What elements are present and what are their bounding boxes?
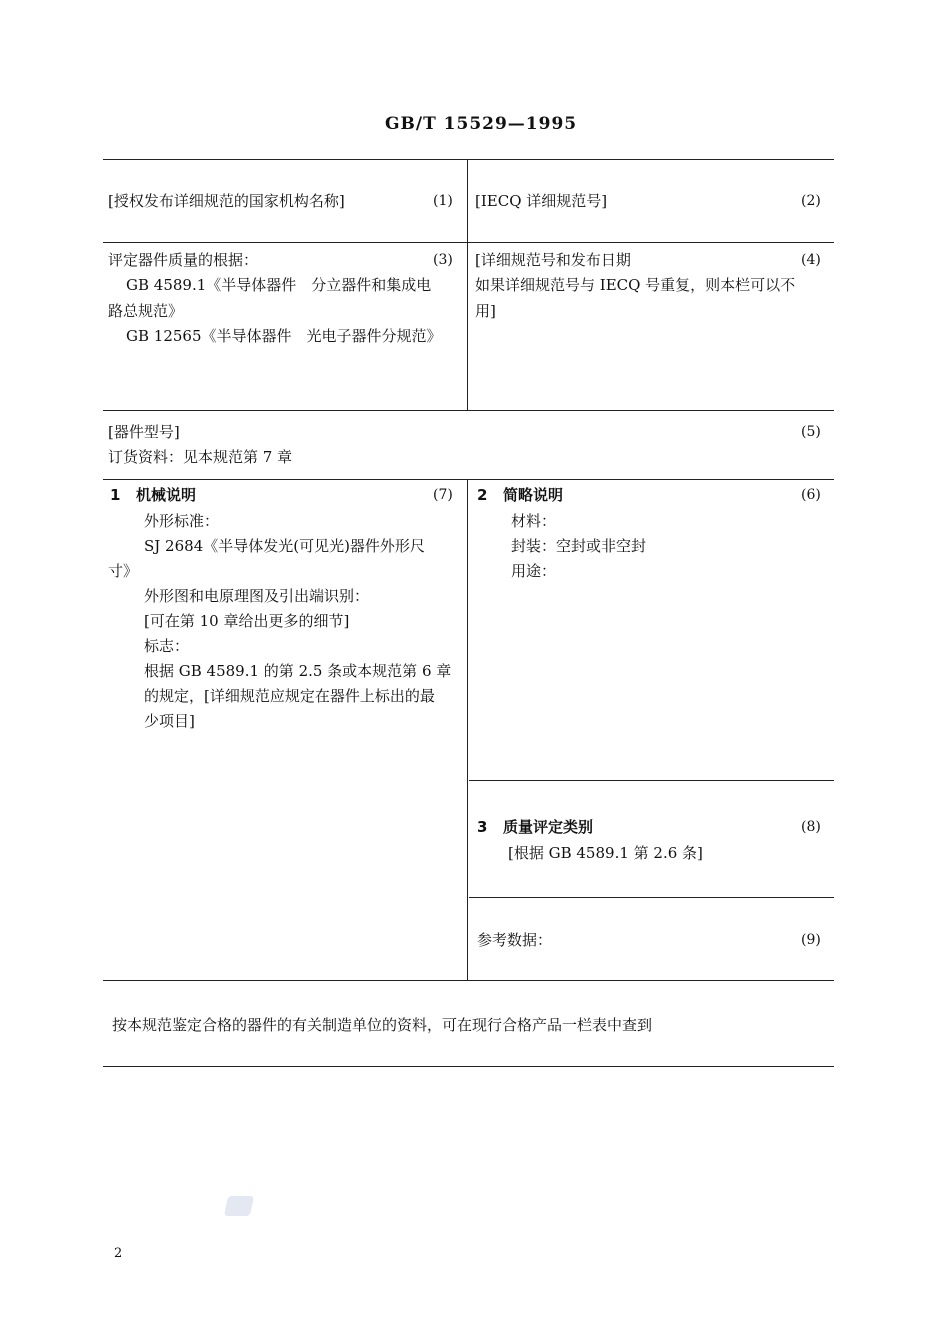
quality-num: (8)	[801, 819, 821, 835]
table-top-rule	[103, 159, 834, 160]
mechanical-index: 1	[110, 486, 121, 504]
footer-note: 按本规范鉴定合格的器件的有关制造单位的资料，可在现行合格产品一栏表中查到	[112, 1016, 653, 1034]
quality-title: 质量评定类别	[503, 818, 594, 836]
right-divider-1	[469, 780, 834, 781]
brief-line: 用途：	[511, 562, 557, 580]
authority-num: (1)	[433, 193, 453, 209]
basis-line2: 路总规范》	[108, 302, 184, 320]
device-type-num: (5)	[801, 424, 821, 440]
mechanical-line: [可在第 10 章给出更多的细节]	[144, 612, 350, 630]
spec-date-line2: 用]	[475, 302, 496, 320]
column-divider-top	[467, 159, 468, 410]
table-bottom-rule	[103, 980, 834, 981]
mechanical-line: 少项目]	[144, 712, 195, 730]
spec-date-line1: 如果详细规范号与 IECQ 号重复，则本栏可以不	[475, 276, 796, 294]
device-type-title: [器件型号]	[108, 423, 180, 441]
reference-title: 参考数据：	[477, 931, 553, 949]
authority-text: [授权发布详细规范的国家机构名称]	[108, 192, 345, 210]
row-divider-3	[103, 479, 834, 480]
order-info: 订货资料：见本规范第 7 章	[108, 448, 293, 466]
row-divider-2	[103, 410, 834, 411]
brief-title: 简略说明	[503, 486, 564, 504]
basis-line1: GB 4589.1《半导体器件 分立器件和集成电	[126, 276, 432, 294]
spec-date-title: [详细规范号和发布日期	[475, 251, 631, 269]
mechanical-line: SJ 2684《半导体发光(可见光)器件外形尺	[144, 537, 425, 555]
iecq-num: (2)	[801, 193, 821, 209]
row-divider-1	[103, 242, 834, 243]
quality-line1: [根据 GB 4589.1 第 2.6 条]	[508, 844, 703, 862]
basis-title: 评定器件质量的根据：	[108, 251, 259, 269]
mechanical-num: (7)	[433, 487, 453, 503]
mechanical-line: 标志：	[144, 637, 190, 655]
footer-rule	[103, 1066, 834, 1067]
mechanical-title: 机械说明	[136, 486, 197, 504]
brief-line: 材料：	[511, 512, 557, 530]
brief-index: 2	[477, 486, 488, 504]
mechanical-line: 寸》	[108, 562, 139, 580]
mechanical-line: 外形图和电原理图及引出端识别：	[144, 587, 370, 605]
brief-num: (6)	[801, 487, 821, 503]
quality-index: 3	[477, 818, 488, 836]
mechanical-line: 根据 GB 4589.1 的第 2.5 条或本规范第 6 章	[144, 662, 452, 680]
page-number: 2	[114, 1246, 123, 1261]
watermark-logo	[224, 1196, 254, 1216]
reference-num: (9)	[801, 932, 821, 948]
right-divider-2	[469, 897, 834, 898]
iecq-text: [IECQ 详细规范号]	[475, 192, 608, 210]
mechanical-line: 的规定，[详细规范应规定在器件上标出的最	[144, 687, 435, 705]
column-divider-bottom	[467, 479, 468, 980]
mechanical-line: 外形标准：	[144, 512, 220, 530]
basis-num: (3)	[433, 252, 453, 268]
spec-date-num: (4)	[801, 252, 821, 268]
standard-number: GB/T 15529—1995	[385, 114, 578, 134]
brief-line: 封装：空封或非空封	[511, 537, 647, 555]
basis-line3: GB 12565《半导体器件 光电子器件分规范》	[126, 327, 442, 345]
